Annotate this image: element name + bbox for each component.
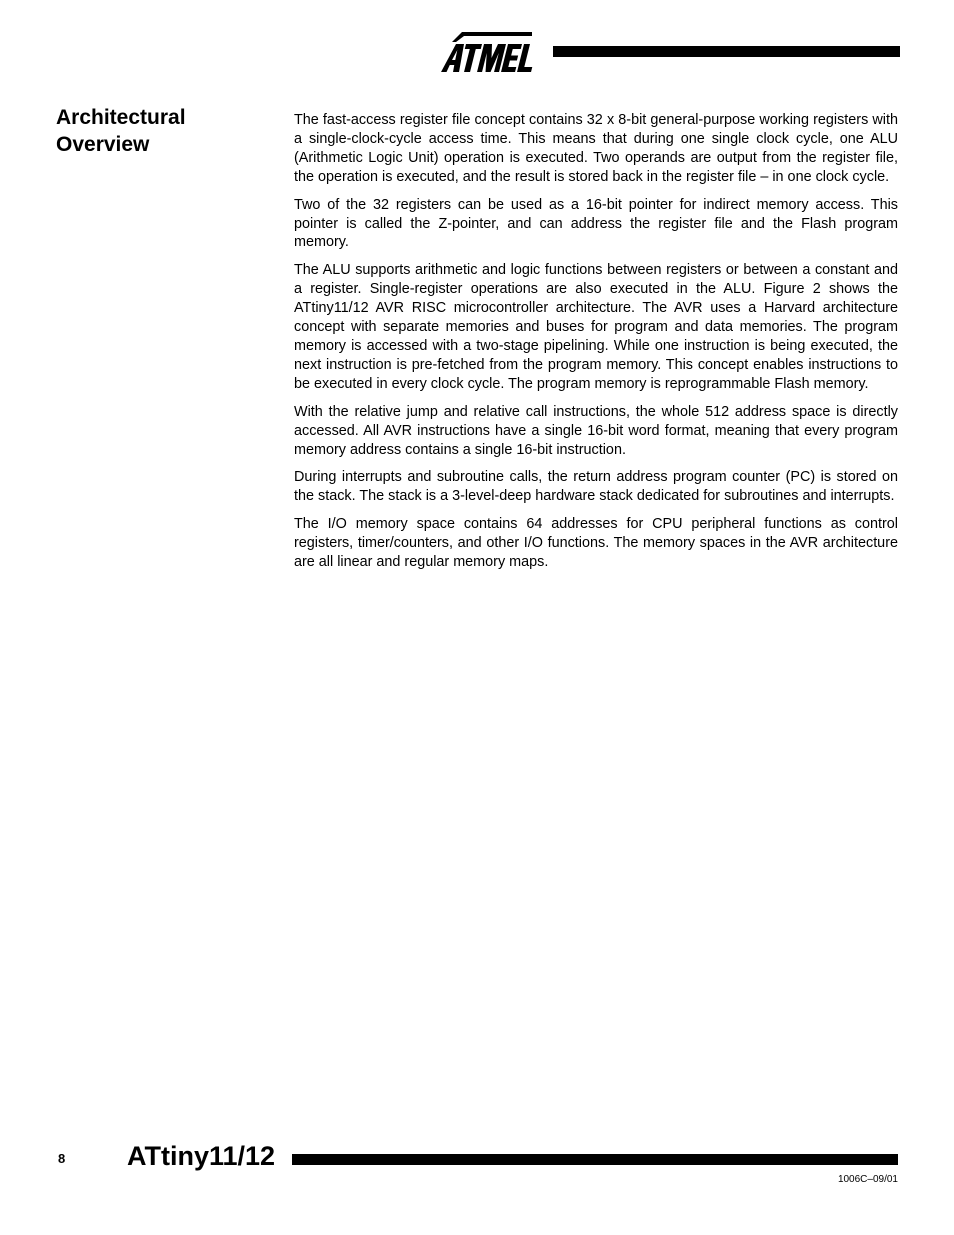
section-heading-line1: Architectural [56,106,186,129]
paragraph: Two of the 32 registers can be used as a 16-bit pointer for indirect memory access. This pointer is called the Z-pointer, and can address the register file and the Flash program memory. [294,196,898,251]
section-heading [56,104,276,158]
paragraph: With the relative jump and relative call instructions, the whole 512 address space is directly accessed. All AVR instructions have a single 16-bit word format, meaning that every program memory address contains a single 16-bit instruction. [294,403,898,458]
page-number: 8 [58,1151,66,1166]
footer-title: ATtiny11/12 [127,1141,276,1171]
body-text [294,111,898,581]
section-heading-line2: Overview [56,133,150,156]
header-rule [553,46,900,57]
paragraph: The fast-access register file concept contains 32 x 8-bit general-purpose working registers with a single-clock-cycle access time. This means that during one single clock cycle, one ALU (Arithmetic Logic Unit) operation is executed. Two operands are output from the register file, the operation is executed, and the result is stored back in the register file – in one clock cycle. [294,112,898,185]
paragraph: The ALU supports arithmetic and logic functions between registers or between a constant and a register. Single-register operations are also executed in the ALU. Figure 2 shows the ATtiny11/12 AVR RISC microcontroller architecture. The AVR uses a Harvard architecture concept with separate memories and buses for program and data memories. The program memory is accessed with a two-stage pipelining. While one instruction is being executed, the next instruction is pre-fetched from the program memory. This concept enables instructions to be executed in every clock cycle. The program memory is reprogrammable Flash memory. [294,262,898,392]
footer-rule [292,1154,898,1165]
atmel-logo [440,28,540,76]
document-code: 1006C–09/01 [837,1174,898,1185]
paragraph: During interrupts and subroutine calls, the return address program counter (PC) is stored on the stack. The stack is a 3-level-deep hardware stack dedicated for subroutines and interrupts. [294,469,898,505]
paragraph: The I/O memory space contains 64 addresses for CPU peripheral functions as control registers, timer/counters, and other I/O functions. The memory spaces in the AVR architecture are all linear and regular memory maps. [294,516,898,571]
